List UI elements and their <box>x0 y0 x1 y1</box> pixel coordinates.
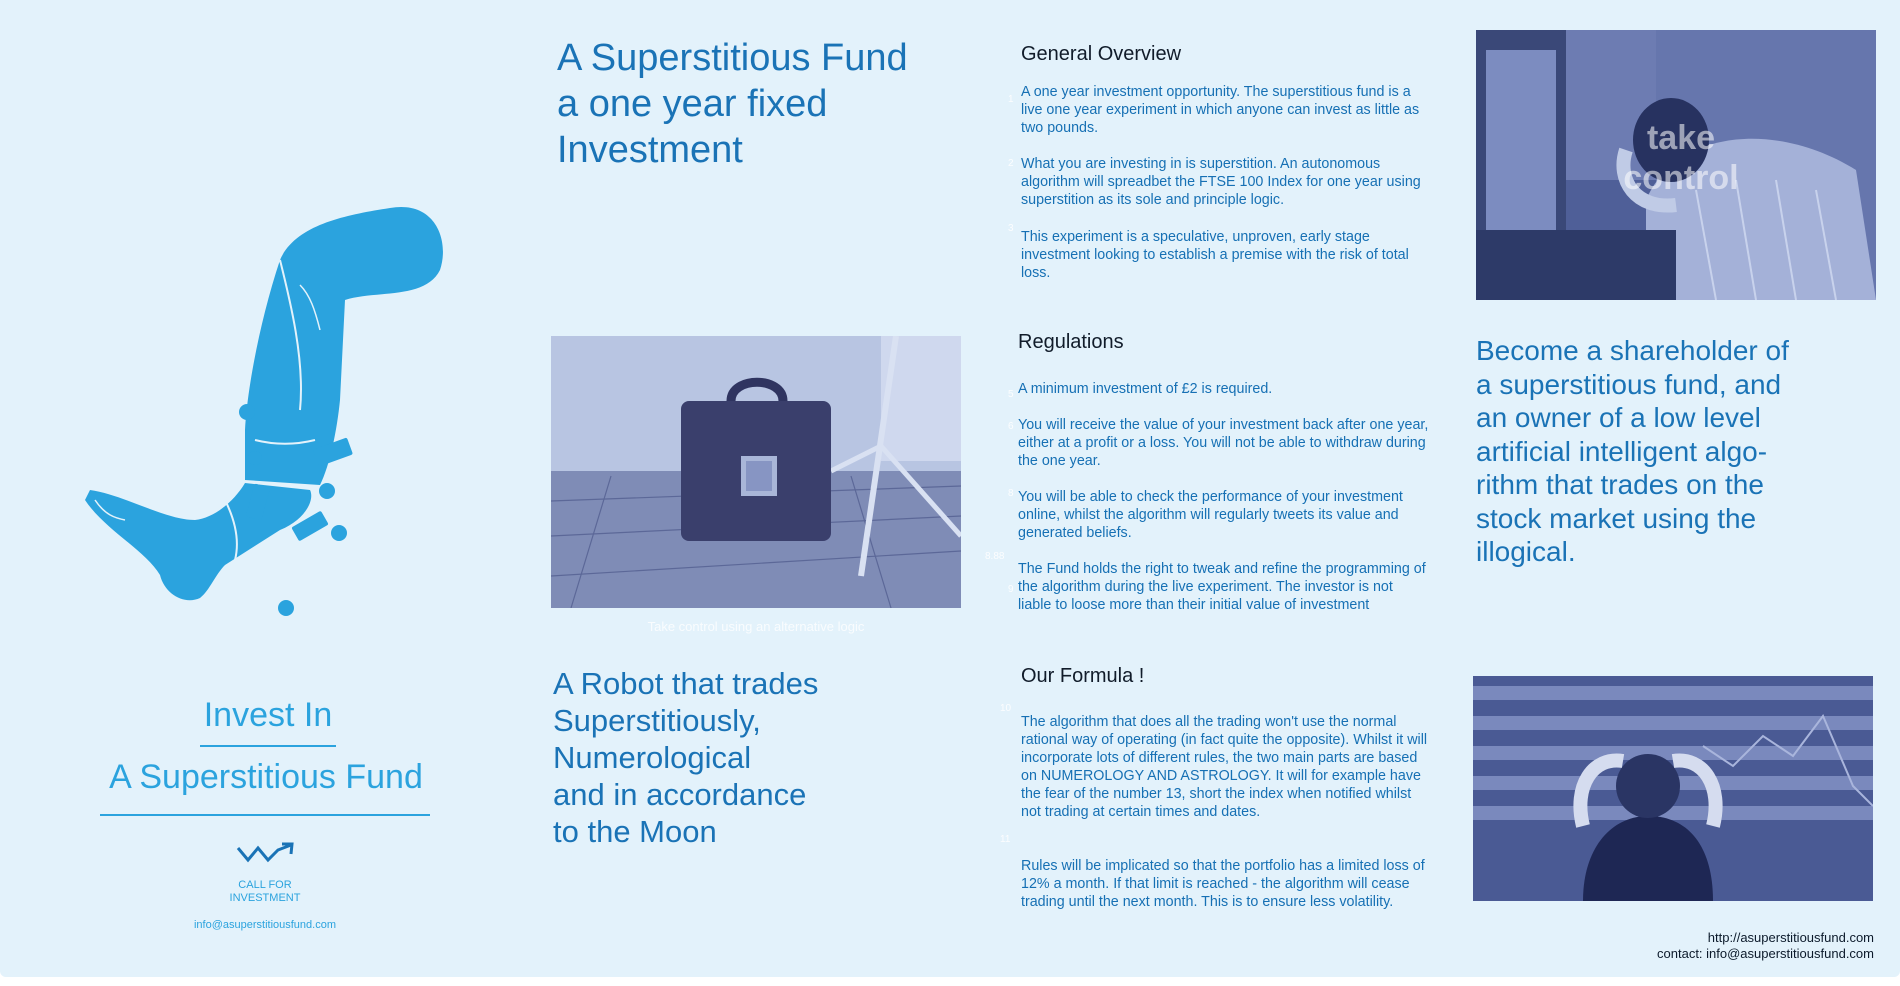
fund-main-title: A Superstitious Fund a one year fixed Investment <box>557 37 908 171</box>
our-formula-heading: Our Formula ! <box>1021 665 1145 687</box>
overview-num-2: 2 <box>1008 158 1014 169</box>
formula-num-10: 10 <box>1000 703 1012 714</box>
invest-underline <box>200 745 336 747</box>
left-email-link[interactable]: info@asuperstitiousfund.com <box>193 919 337 931</box>
regulation-num-8: 8 <box>1008 488 1014 499</box>
shareholder-text: Become a shareholder of a superstitious fund, and an owner of a low level artificial intelligent algo- rithm that trades on the stock market using the illogical. <box>1476 335 1789 567</box>
formula-paragraph-2: Rules will be implicated so that the portfolio has a limited loss of 12% a month. If that limit is reached - the algorithm will cease trading until the next month. This is to ensure less volatility. <box>1021 858 1425 910</box>
regulation-paragraph-2: You will receive the value of your investment back after one year, either at a profit or a loss. You will not be able to withdraw during the one year. <box>1018 417 1429 469</box>
robot-text: A Robot that trades Superstitiously, Numerological and in accordance to the Moon <box>553 666 819 849</box>
formula-paragraph-1: The algorithm that does all the trading won't use the normal rational way of operating (in fact quite the opposite). Whilst it will incorporate lots of different rules, the two main parts are based on NUMEROLOGY AND ASTROLOGY. It will for example have the fear of the number 13, short the index when notified whilst not trading at certain times and dates. <box>1021 714 1428 820</box>
regulation-num-9: 9 <box>1008 584 1014 595</box>
invest-in-title: Invest In <box>203 696 333 734</box>
regulation-paragraph-4: The Fund holds the right to tweak and refine the programming of the algorithm during the live experiment. The investor is not liable to loose more than their initial value of investment <box>1018 561 1426 613</box>
regulation-num-6: 6 <box>1008 421 1014 432</box>
leg-illustration <box>75 200 455 630</box>
footer-contact[interactable]: contact: info@asuperstitiousfund.com <box>1657 946 1874 961</box>
regulation-num-5: 5 <box>1008 389 1014 400</box>
general-overview-heading: General Overview <box>1021 43 1182 65</box>
take-control-overlay: take control <box>1623 119 1739 197</box>
trend-arrow-icon <box>236 842 296 864</box>
overview-paragraph-1: A one year investment opportunity. The superstitious fund is a live one year experiment in which anyone can invest as little as two pounds. <box>1021 84 1420 136</box>
stress-photo <box>1473 676 1873 901</box>
overview-paragraph-3: This experiment is a speculative, unproven, early stage investment looking to establish a premise with the risk of total loss. <box>1021 229 1409 281</box>
fund-name-underline <box>100 814 430 816</box>
regulation-paragraph-3: You will be able to check the performance of your investment online, whilst the algorithm will regularly tweets its value and generated beliefs. <box>1018 489 1403 541</box>
photo-caption: Take control using an alternative logic <box>647 619 865 634</box>
overview-paragraph-2: What you are investing in is superstition. An autonomous algorithm will spreadbet the FTSE 100 Index for one year using superstition as its sole and principle logic. <box>1021 156 1421 208</box>
fund-name-title: A Superstitious Fund <box>109 758 423 796</box>
overview-num-1: 1 <box>1008 94 1014 105</box>
footer-url[interactable]: http://asuperstitiousfund.com <box>1707 930 1874 945</box>
regulation-num-888: 8.88 <box>985 551 1005 562</box>
overview-num-3: 3 <box>1008 223 1014 234</box>
briefcase-photo <box>551 336 961 608</box>
regulation-paragraph-1: A minimum investment of £2 is required. <box>1018 381 1273 397</box>
formula-num-11: 11 <box>1000 834 1011 845</box>
regulations-heading: Regulations <box>1018 331 1124 353</box>
call-for-investment-label: CALL FOR INVESTMENT <box>229 879 301 904</box>
